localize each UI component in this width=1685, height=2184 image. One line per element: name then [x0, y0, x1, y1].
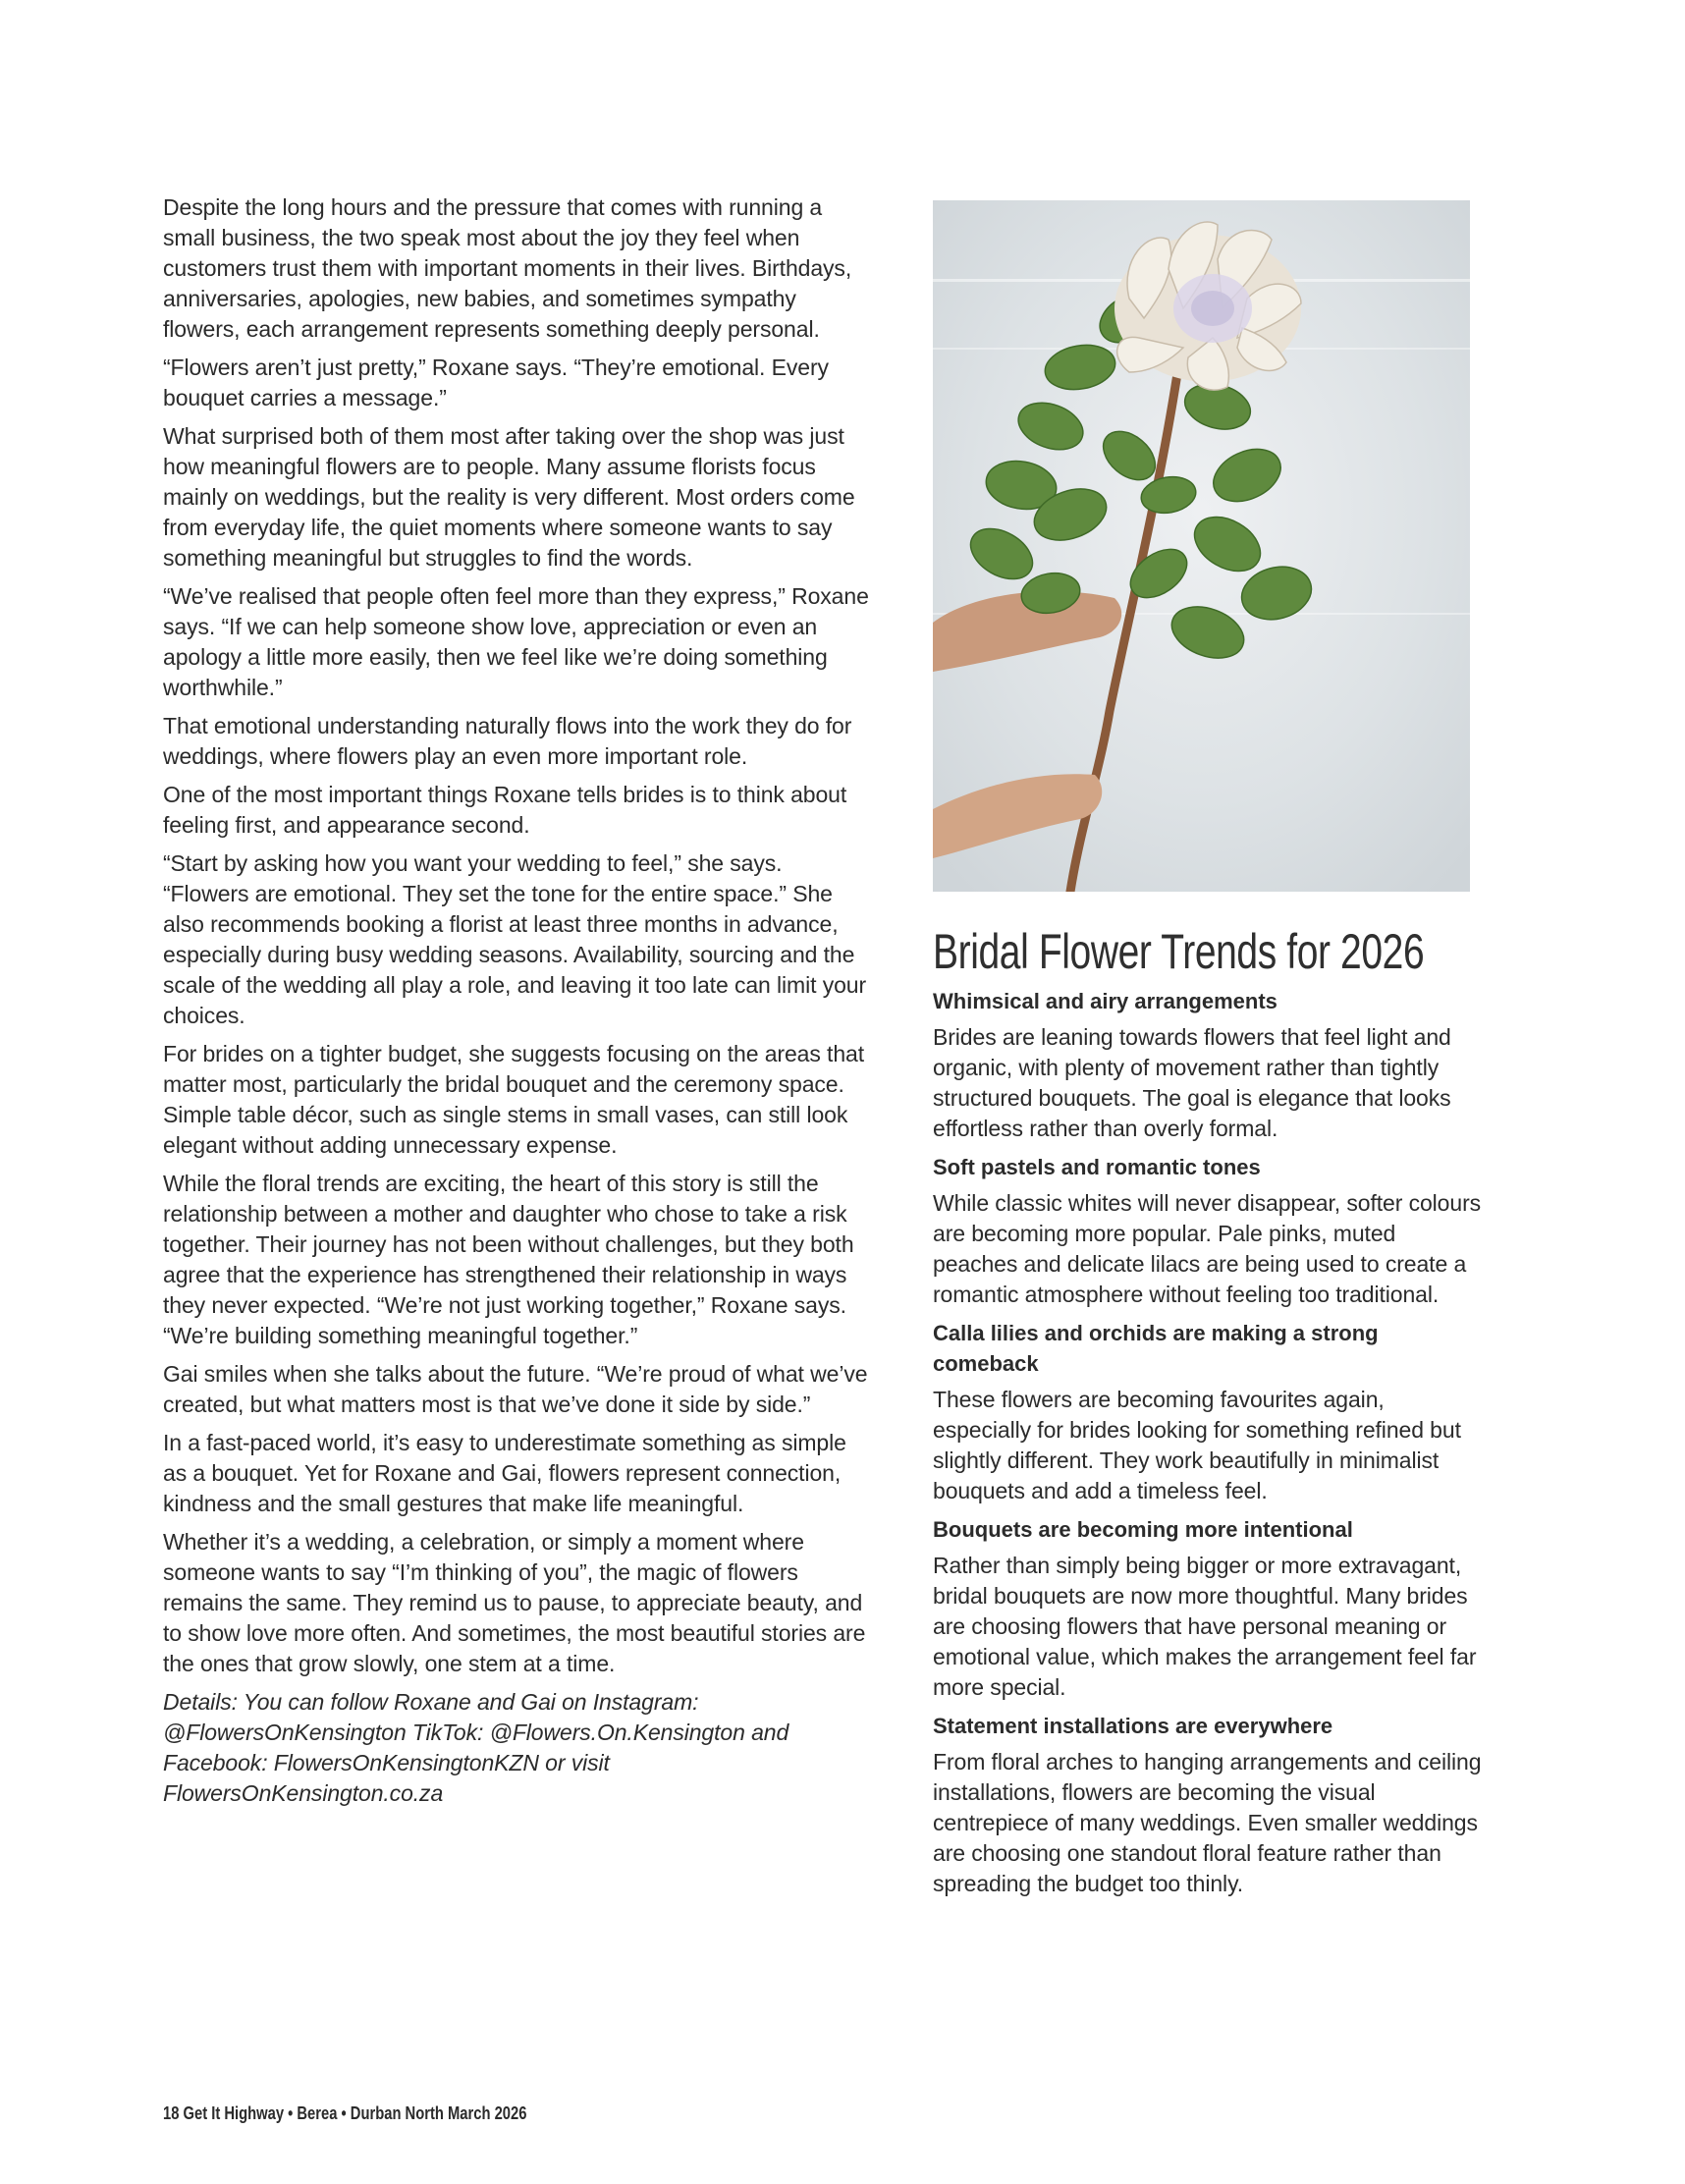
protea-illustration: [933, 200, 1470, 892]
paragraph: Despite the long hours and the pressure that comes with running a small business, the two speak most about the joy they feel when customers trust them with important moments in their lives. Birthdays, anniversaries, apologies, new babies, and sometimes sympathy flowers, each arrangement represents something deeply personal.: [163, 194, 852, 342]
trend-item: [933, 1711, 1483, 1899]
trend-item: [933, 1514, 1483, 1703]
contact-details: Details: You can follow Roxane and Gai on Instagram: @FlowersOnKensington TikTok: @Flowers.On.Kensington and Facebook: FlowersOnKensingtonKZN or visit FlowersOnKensington.co.za: [163, 1689, 789, 1806]
paragraph: Gai smiles when she talks about the future. “We’re proud of what we’ve created, but what matters most is that we’ve done it side by side.”: [163, 1361, 868, 1417]
trends-column: [933, 923, 1483, 1907]
protea-photo: [933, 200, 1470, 892]
paragraph: “Flowers aren’t just pretty,” Roxane says. “They’re emotional. Every bouquet carries a message.”: [163, 355, 829, 410]
trend-heading: Statement installations are everywhere: [933, 1714, 1333, 1738]
paragraph: While the floral trends are exciting, the heart of this story is still the relationship between a mother and daughter who chose to take a risk together. Their journey has not been without challenges, but they both agree that the experience has strengthened their relationship in ways they never expected. “We’re not just working together,” Roxane says. “We’re building something meaningful together.”: [163, 1171, 854, 1348]
trend-item: [933, 1318, 1483, 1506]
trend-body: From floral arches to hanging arrangements and ceiling installations, flowers are becoming the visual centrepiece of many weddings. Even smaller weddings are choosing one standout floral feature rather than spreading the budget too thinly.: [933, 1749, 1482, 1896]
section-title: Bridal Flower Trends for 2026: [933, 924, 1425, 979]
paragraph: For brides on a tighter budget, she suggests focusing on the areas that matter most, particularly the bridal bouquet and the ceremony space. Simple table décor, such as single stems in small vases, can still look elegant without adding unnecessary expense.: [163, 1041, 865, 1158]
paragraph: What surprised both of them most after taking over the shop was just how meaningful flowers are to people. Many assume florists focus mainly on weddings, but the reality is very different. Most orders come from everyday life, the quiet moments where someone wants to say something meaningful but struggles to find the words.: [163, 423, 855, 571]
paragraph: “We’ve realised that people often feel more than they express,” Roxane says. “If we can help someone show love, appreciation or even an apology a little more easily, then we feel like we’re doing something worthwhile.”: [163, 583, 869, 700]
trend-heading: Bouquets are becoming more intentional: [933, 1517, 1353, 1542]
paragraph: Whether it’s a wedding, a celebration, or simply a moment where someone wants to say “I’m thinking of you”, the magic of flowers remains the same. They remind us to pause, to appreciate beauty, and to show love more often. And sometimes, the most beautiful stories are the ones that grow slowly, one stem at a time.: [163, 1529, 866, 1676]
paragraph: “Start by asking how you want your wedding to feel,” she says. “Flowers are emotional. They set the tone for the entire space.” She also recommends booking a florist at least three months in advance, especially during busy wedding seasons. Availability, sourcing and the scale of the wedding all play a role, and leaving it too late can limit your choices.: [163, 850, 867, 1028]
trend-heading: Soft pastels and romantic tones: [933, 1155, 1261, 1179]
paragraph: In a fast-paced world, it’s easy to underestimate something as simple as a bouquet. Yet for Roxane and Gai, flowers represent connection, kindness and the small gestures that make life meaningful.: [163, 1430, 846, 1516]
trend-heading: Whimsical and airy arrangements: [933, 989, 1277, 1013]
trend-heading: Calla lilies and orchids are making a strong comeback: [933, 1321, 1379, 1376]
trend-body: While classic whites will never disappear, softer colours are becoming more popular. Pale pinks, muted peaches and delicate lilacs are being used to create a romantic atmosphere without feeling too traditional.: [933, 1190, 1482, 1307]
trend-body: Rather than simply being bigger or more extravagant, bridal bouquets are now more thoughtful. Many brides are choosing flowers that have personal meaning or emotional value, which makes the arrangement feel far more special.: [933, 1553, 1477, 1700]
trend-body: Brides are leaning towards flowers that feel light and organic, with plenty of movement rather than tightly structured bouquets. The goal is elegance that looks effortless rather than overly formal.: [933, 1024, 1451, 1141]
article-left-column: [163, 192, 870, 1817]
page-footer: 18 Get It Highway • Berea • Durban North March 2026: [163, 2103, 527, 2123]
trend-item: [933, 1152, 1483, 1310]
paragraph: That emotional understanding naturally flows into the work they do for weddings, where flowers play an even more important role.: [163, 713, 852, 769]
trend-item: [933, 986, 1483, 1144]
paragraph: One of the most important things Roxane tells brides is to think about feeling first, and appearance second.: [163, 782, 847, 838]
trend-body: These flowers are becoming favourites again, especially for brides looking for something refined but slightly different. They work beautifully in minimalist bouquets and add a timeless feel.: [933, 1387, 1461, 1503]
